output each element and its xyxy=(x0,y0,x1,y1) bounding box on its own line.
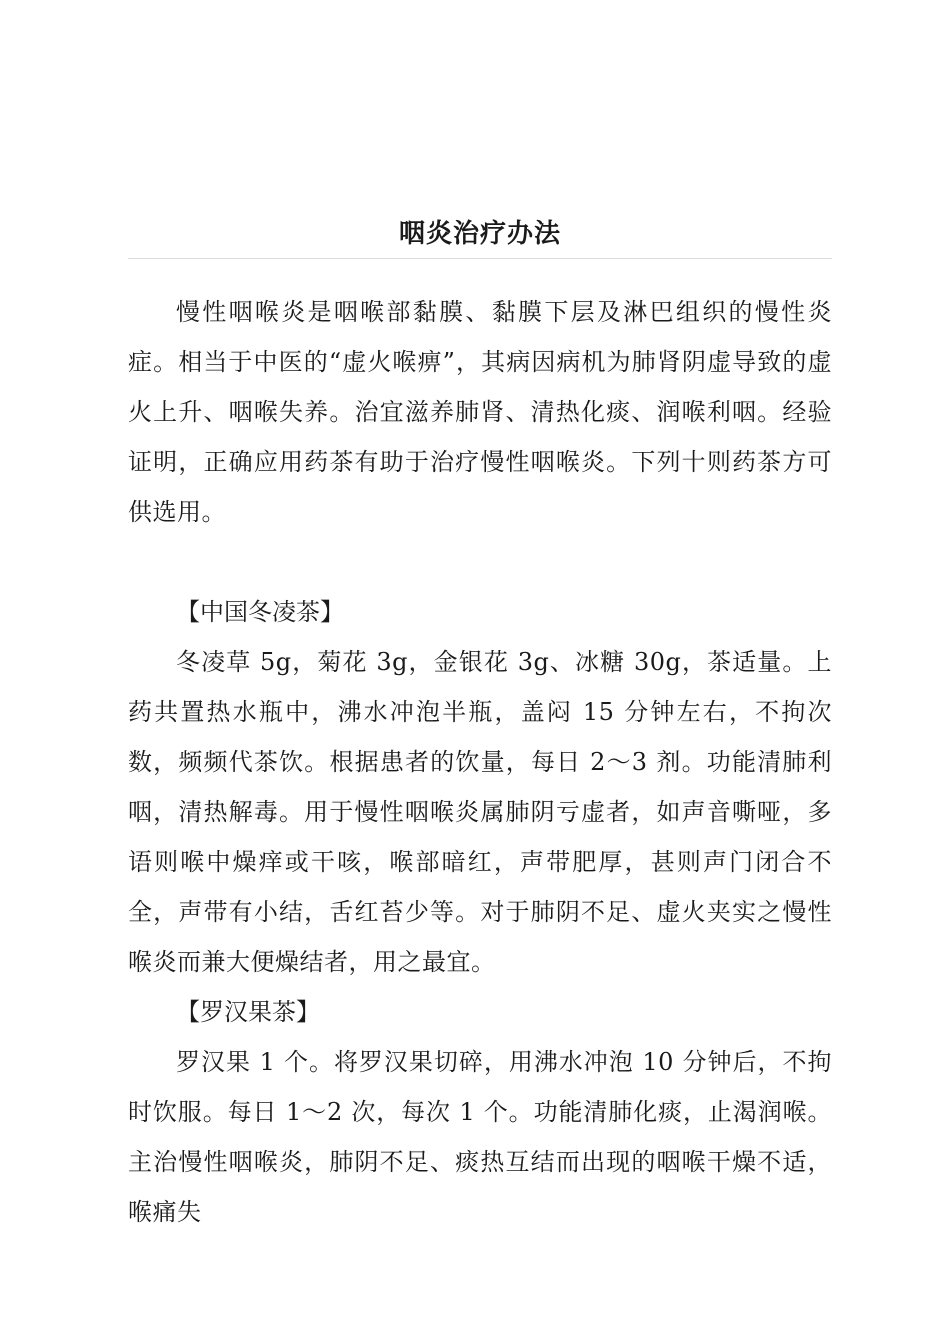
document-title: 咽炎治疗办法 xyxy=(398,219,561,249)
document-body xyxy=(128,287,832,1237)
title-divider xyxy=(128,258,832,259)
section-heading-dongling-tea: 【中国冬凌茶】 xyxy=(176,598,344,626)
section-text-dongling-tea: 冬凌草 5g，菊花 3g，金银花 3g、冰糖 30g，茶适量。上药共置热水瓶中，沸水冲泡半瓶，盖闷 15 分钟左右，不拘次数，频频代茶饮。根据患者的饮量，每日 2～3 剂。功能清肺利咽，清热解毒。用于慢性咽喉炎属肺阴亏虚者，如声音嘶哑，多语则喉中燥痒或干咳，喉部暗红，声带肥厚，甚则声门闭合不全，声带有小结，舌红苔少等。对于肺阴不足、虚火夹实之慢性喉炎而兼大便燥结者，用之最宜。 xyxy=(128,648,832,976)
section-spacer xyxy=(128,537,832,587)
section-heading-luohanguo-tea: 【罗汉果茶】 xyxy=(176,998,320,1026)
document-page xyxy=(128,214,832,1237)
section-text-luohanguo-tea: 罗汉果 1 个。将罗汉果切碎，用沸水冲泡 10 分钟后，不拘时饮服。每日 1～2 次，每次 1 个。功能清肺化痰，止渴润喉。主治慢性咽喉炎，肺阴不足、痰热互结而出现的咽喉干燥不适，喉痛失 xyxy=(128,1048,832,1226)
intro-paragraph: 慢性咽喉炎是咽喉部黏膜、黏膜下层及淋巴组织的慢性炎症。相当于中医的“虚火喉痹”，其病因病机为肺肾阴虚导致的虚火上升、咽喉失养。治宜滋养肺肾、清热化痰、润喉利咽。经验证明，正确应用药茶有助于治疗慢性咽喉炎。下列十则药茶方可供选用。 xyxy=(128,298,832,526)
